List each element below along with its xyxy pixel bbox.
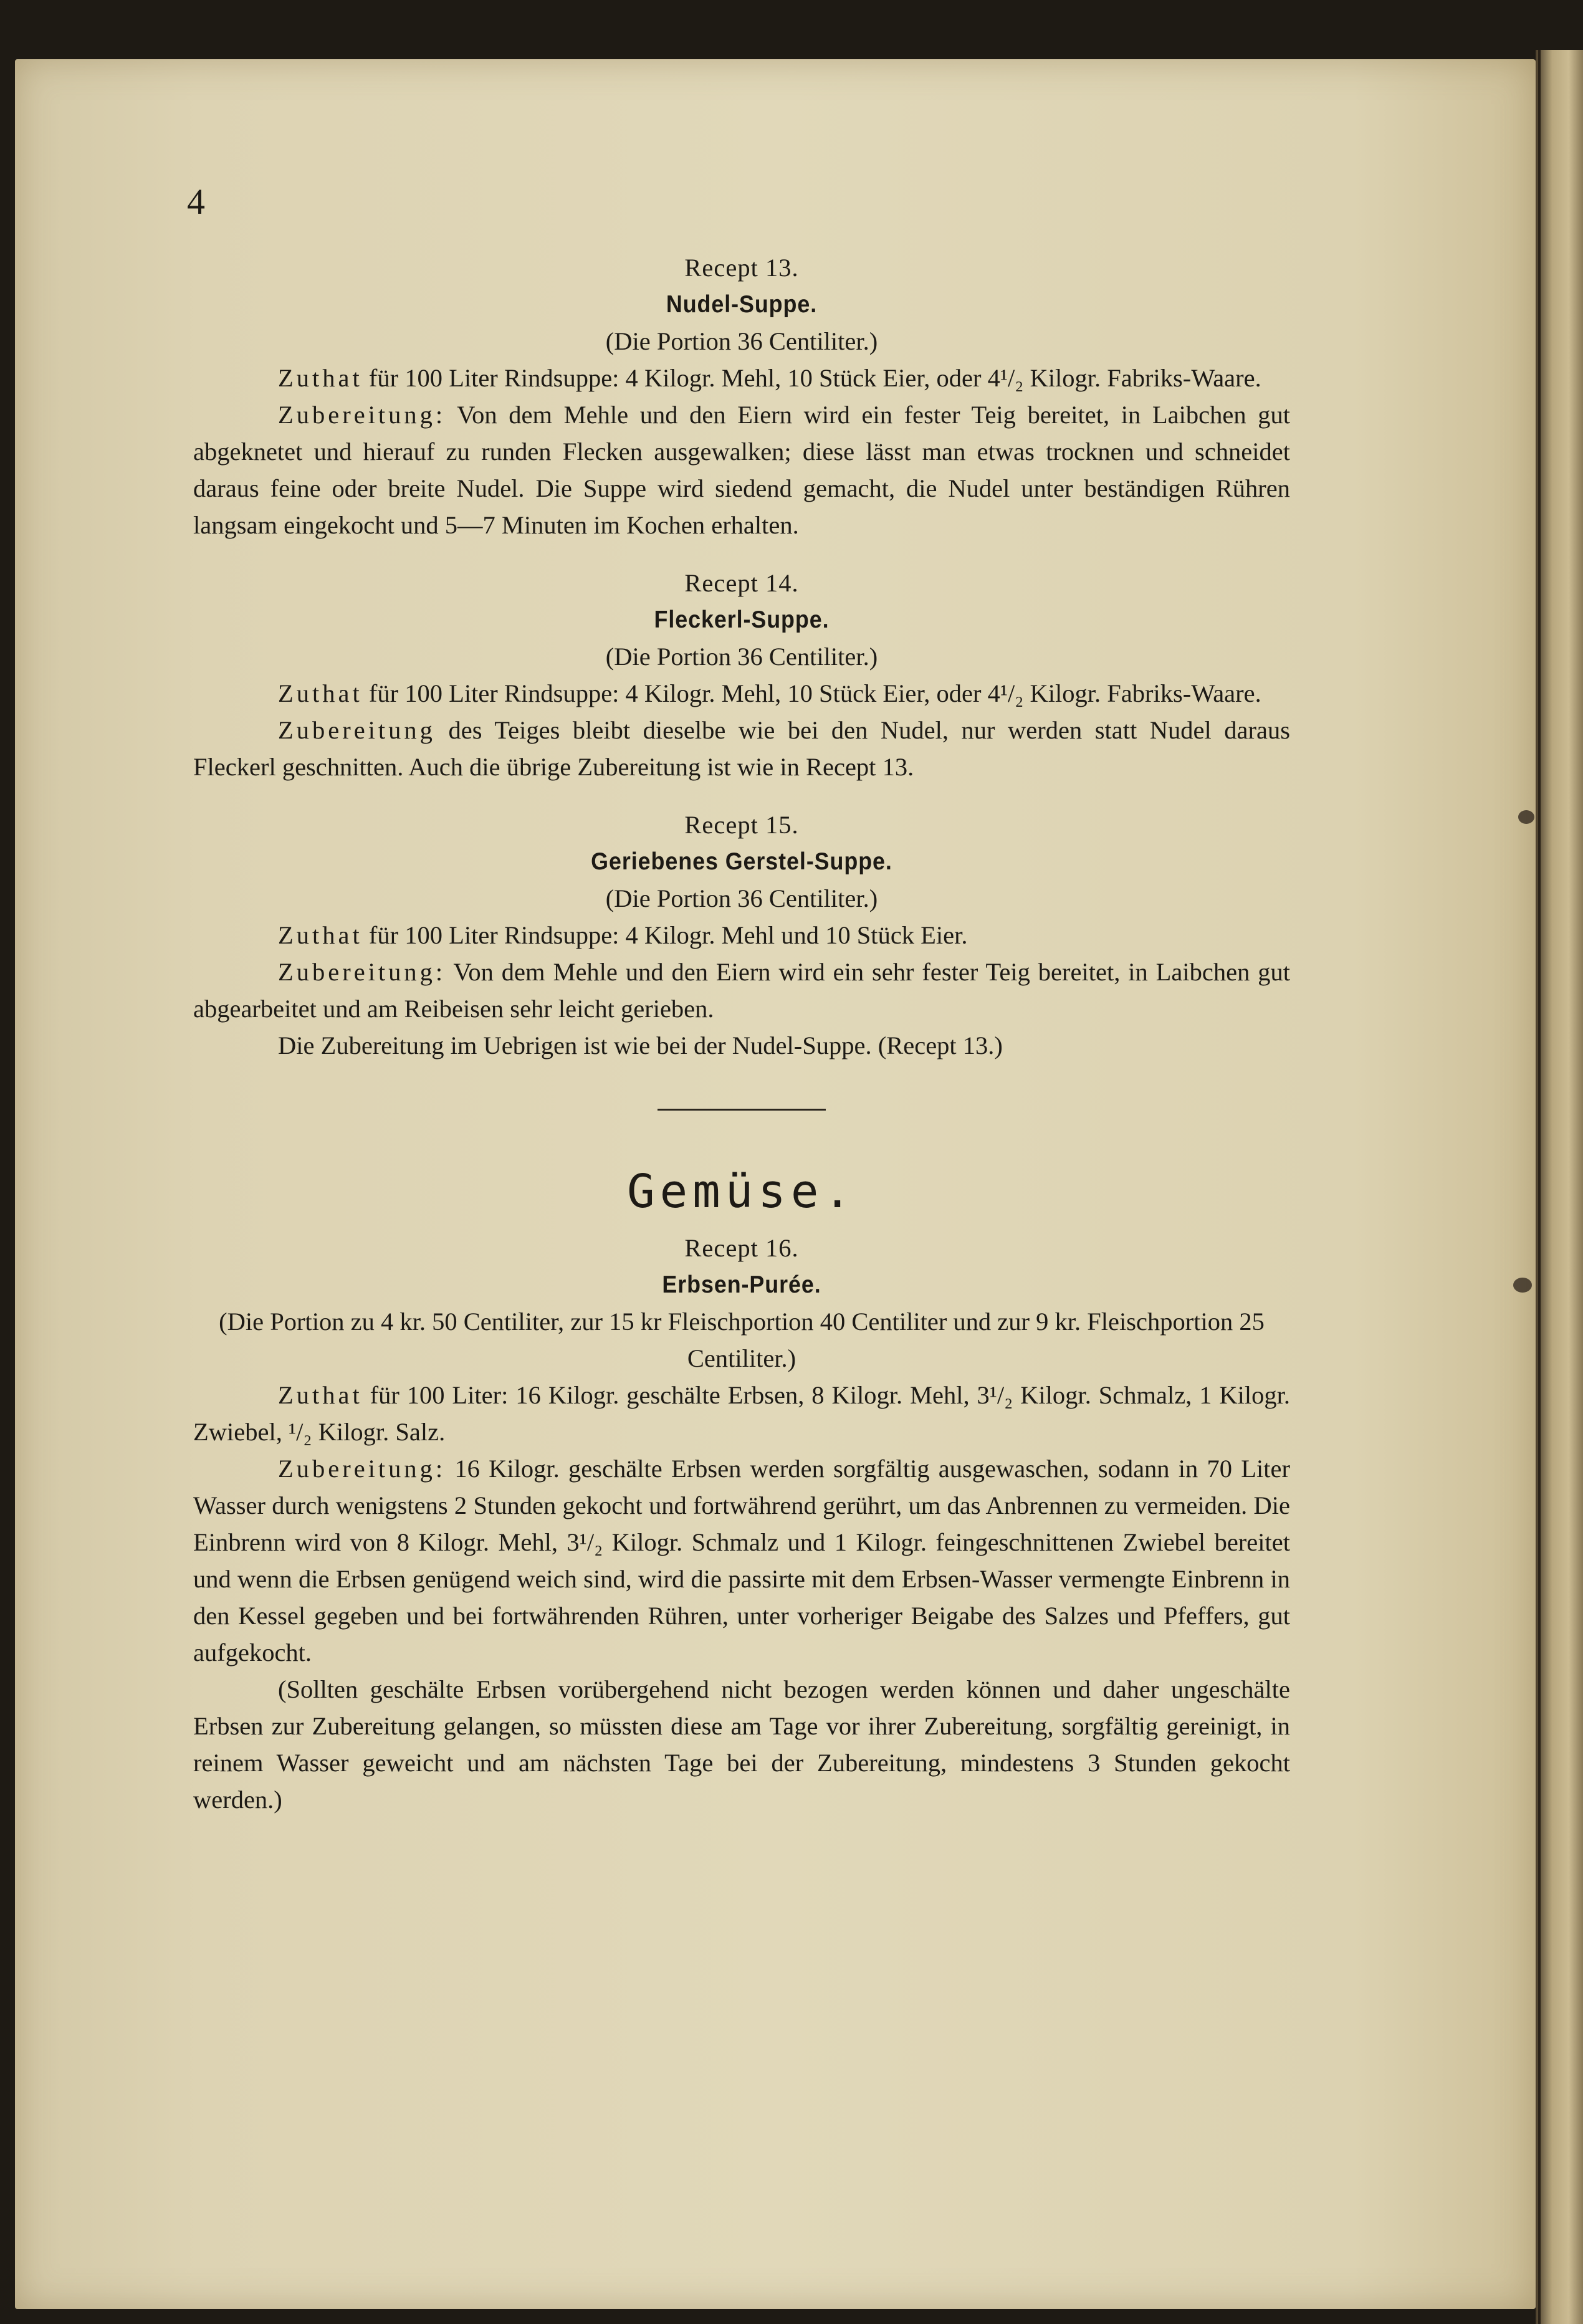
paragraph-text: für 100 Liter Rindsuppe: 4 Kilogr. Mehl und 10 Stück Eier. xyxy=(362,921,968,949)
recipe-ingredients xyxy=(193,675,1290,712)
paragraph-lead: Zubereitung: xyxy=(278,1455,446,1483)
ink-blot-decor xyxy=(1518,810,1534,824)
paragraph-lead: Zuthat xyxy=(278,364,363,392)
recipe-ingredients xyxy=(193,1377,1290,1450)
spacer xyxy=(193,543,1290,565)
recipe-portion: (Die Portion 36 Centiliter.) xyxy=(605,643,878,671)
recipe-portion: (Die Portion 36 Centiliter.) xyxy=(605,327,878,355)
recipe-preparation xyxy=(193,396,1290,543)
paragraph-text: für 100 Liter: 16 Kilogr. geschälte Erbsen, 8 Kilogr. Mehl, 3¹/₂ Kilogr. Schmalz, 1 Kilogr. Zwiebel, ¹/₂ Kilogr. Salz. xyxy=(193,1381,1290,1446)
paragraph-text: (Sollten geschälte Erbsen vorübergehend nicht bezogen werden können und daher ungeschälte Erbsen zur Zubereitung gelangen, so müssten diese am Tage vor ihrer Zubereitung, sorgfältig gereinigt, in reinem Wasser geweicht und am nächsten Tage bei der Zubereitung, mindestens 3 Stunden gekocht werden.) xyxy=(193,1675,1290,1814)
recipe-number: Recept 13. xyxy=(684,254,799,282)
adjacent-page-edge xyxy=(1536,50,1583,2324)
paragraph-lead: Zubereitung: xyxy=(278,958,446,986)
paragraph-text: des Teiges bleibt dieselbe wie bei den Nudel, nur werden statt Nudel daraus Fleckerl geschnitten. Auch die übrige Zubereitung ist wie in Recept 13. xyxy=(193,716,1290,781)
ink-blot-decor xyxy=(1513,1278,1532,1293)
paragraph-text: für 100 Liter Rindsuppe: 4 Kilogr. Mehl, 10 Stück Eier, oder 4¹/₂ Kilogr. Fabriks-Waare. xyxy=(362,364,1261,392)
recipe-ingredients xyxy=(193,917,1290,954)
divider-rule xyxy=(658,1109,826,1111)
recipe-title: Geriebenes Gerstel-Suppe. xyxy=(591,848,892,875)
recipe-15 xyxy=(193,806,1290,1064)
recipe-title: Fleckerl-Suppe. xyxy=(654,606,830,633)
page-fold-shadow xyxy=(1538,50,1541,2324)
recipe-number: Recept 16. xyxy=(684,1234,799,1262)
recipe-14 xyxy=(193,565,1290,785)
recipe-preparation xyxy=(193,1450,1290,1671)
recipe-13 xyxy=(193,249,1290,543)
recipe-portion: (Die Portion zu 4 kr. 50 Centiliter, zur 15 kr Fleischportion 40 Centiliter und zur 9 kr. Fleischportion 25 Centiliter.) xyxy=(219,1308,1265,1372)
paragraph-text: 16 Kilogr. geschälte Erbsen werden sorgfältig ausgewaschen, sodann in 70 Liter Wasser durch wenigstens 2 Stunden gekocht und fortwährend gerührt, um das Anbrennen zu vermeiden. Die Einbrenn wird von 8 Kilogr. Mehl, 3¹/₂ Kilogr. Schmalz und 1 Kilogr. feingeschnittenen Zwiebel bereitet und wenn die Erbsen genügend weich sind, wird die passirte mit dem Erbsen-Wasser vermengte Einbrenn in den Kessel gegeben und bei fortwährenden Rühren, unter vorheriger Beigabe des Salzes und Pfeffers, gut aufgekocht. xyxy=(193,1455,1290,1666)
paragraph-lead: Zuthat xyxy=(278,921,363,949)
recipe-title: Nudel-Suppe. xyxy=(666,291,818,318)
paragraph-lead: Zuthat xyxy=(278,1381,363,1409)
paragraph-lead: Zubereitung: xyxy=(278,401,446,429)
recipe-preparation xyxy=(193,954,1290,1027)
spacer xyxy=(193,785,1290,806)
recipe-note xyxy=(193,1027,1290,1064)
section-divider xyxy=(193,1064,1290,1157)
page-number: 4 xyxy=(187,181,205,222)
paragraph-text: Die Zubereitung im Uebrigen ist wie bei der Nudel-Suppe. (Recept 13.) xyxy=(278,1031,1003,1059)
paragraph-text: Von dem Mehle und den Eiern wird ein fester Teig bereitet, in Laibchen gut abgeknetet und hierauf zu runden Flecken ausgewalken; diese lässt man etwas trocknen und schneidet daraus feine oder breite Nudel. Die Suppe wird siedend gemacht, die Nudel unter beständigen Rühren langsam eingekocht und 5—7 Minuten im Kochen erhalten. xyxy=(193,401,1290,539)
section-heading: Gemüse. xyxy=(627,1165,856,1218)
recipe-portion: (Die Portion 36 Centiliter.) xyxy=(605,884,878,912)
recipe-16 xyxy=(193,1230,1290,1818)
paragraph-text: für 100 Liter Rindsuppe: 4 Kilogr. Mehl, 10 Stück Eier, oder 4¹/₂ Kilogr. Fabriks-Waare. xyxy=(362,679,1261,707)
recipe-note xyxy=(193,1671,1290,1818)
recipe-number: Recept 14. xyxy=(684,569,799,597)
paragraph-lead: Zuthat xyxy=(278,679,363,707)
recipe-title: Erbsen-Purée. xyxy=(662,1271,821,1298)
paragraph-text: Von dem Mehle und den Eiern wird ein sehr fester Teig bereitet, in Laibchen gut abgearbeitet und am Reibeisen sehr leicht gerieben. xyxy=(193,958,1290,1023)
paragraph-lead: Zubereitung xyxy=(278,716,436,744)
recipe-preparation xyxy=(193,712,1290,785)
recipe-number: Recept 15. xyxy=(684,811,799,839)
recipe-ingredients xyxy=(193,360,1290,396)
page-text xyxy=(193,249,1290,1818)
